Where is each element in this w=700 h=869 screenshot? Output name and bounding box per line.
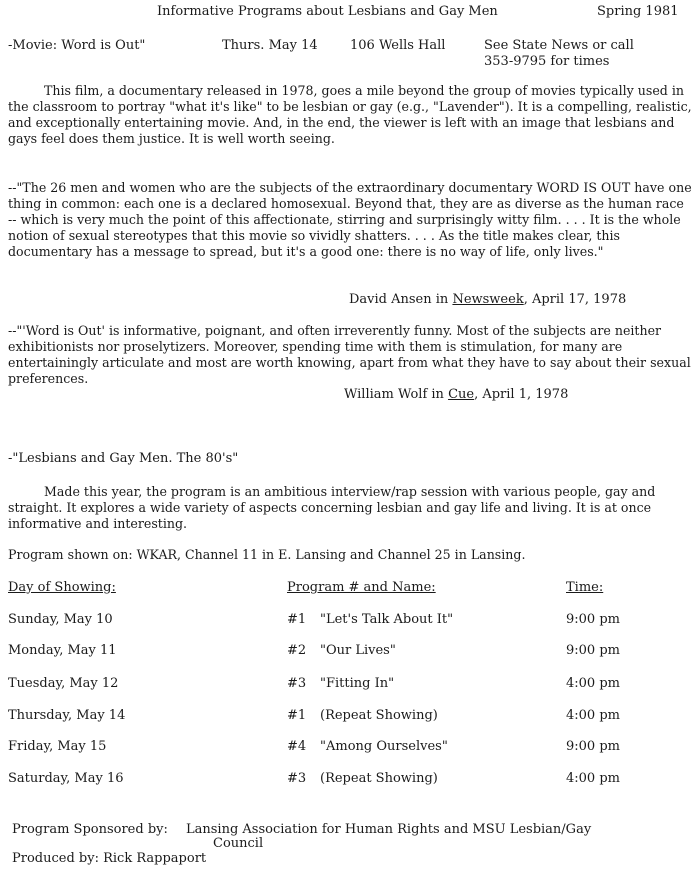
schedule-program-number: #4 bbox=[287, 739, 307, 754]
movie-place: 106 Wells Hall bbox=[350, 38, 446, 53]
schedule-program-number: #1 bbox=[287, 612, 307, 627]
cue-author: William Wolf in bbox=[344, 387, 444, 402]
newsweek-attribution bbox=[349, 292, 626, 307]
schedule-program-name: "Among Ourselves" bbox=[320, 739, 448, 754]
schedule-time: 9:00 pm bbox=[566, 739, 620, 754]
schedule-day: Tuesday, May 12 bbox=[8, 676, 119, 691]
schedule-program-number: #2 bbox=[287, 643, 307, 658]
schedule-row bbox=[0, 612, 700, 630]
schedule-day: Sunday, May 10 bbox=[8, 612, 113, 627]
schedule-row bbox=[0, 739, 700, 757]
newsweek-quote: --"The 26 men and women who are the subjects of the extraordinary documentary WORD IS OUT have one thing in common: each one is a declared homosexual. Beyond that, they are as diverse as the human race -- which is very much the point of this affectionate, stirring and surprisingly witty film. . . . It is the whole notion of sexual stereotypes that this movie so vividly shatters. . . . As the title makes clear, this documentary has a message to spread, but it's a good one: there is no way of life, only lives." bbox=[8, 180, 692, 259]
program-shown-on: Program shown on: WKAR, Channel 11 in E. Lansing and Channel 25 in Lansing. bbox=[8, 547, 526, 562]
schedule-row bbox=[0, 708, 700, 726]
schedule-day: Thursday, May 14 bbox=[8, 708, 126, 723]
cue-attribution bbox=[344, 387, 568, 402]
schedule-program-number: #3 bbox=[287, 771, 307, 786]
document-season: Spring 1981 bbox=[597, 4, 679, 19]
movie-info-line1: See State News or call bbox=[484, 38, 634, 53]
schedule-time: 4:00 pm bbox=[566, 708, 620, 723]
schedule-day: Saturday, May 16 bbox=[8, 771, 124, 786]
sponsor-line2: Council bbox=[213, 836, 264, 851]
cue-date: , April 1, 1978 bbox=[474, 387, 569, 402]
movie-description: This film, a documentary released in 1978, goes a mile beyond the group of movies typically used in the classroom to portray "what it's like" to be lesbian or gay (e.g., "Lavender"). It is a compelling, realistic, and exceptionally entertaining movie. And, in the end, the viewer is left with an image that lesbians and gays feel does them justice. It is well worth seeing. bbox=[8, 83, 692, 146]
document-title: Informative Programs about Lesbians and Gay Men bbox=[157, 4, 498, 19]
producer-credit: Produced by: Rick Rappaport bbox=[12, 851, 207, 866]
sponsor-label: Program Sponsored by: bbox=[12, 822, 168, 837]
program-description: Made this year, the program is an ambitious interview/rap session with various people, gay and straight. It explores a wide variety of aspects concerning lesbian and gay life and living. It is at once informative and interesting. bbox=[8, 484, 656, 531]
schedule-day: Friday, May 15 bbox=[8, 739, 107, 754]
sponsor-line1: Lansing Association for Human Rights and MSU Lesbian/Gay bbox=[186, 822, 592, 837]
newsweek-date: , April 17, 1978 bbox=[523, 292, 627, 307]
cue-source: Cue bbox=[448, 387, 475, 402]
movie-date: Thurs. May 14 bbox=[222, 38, 318, 53]
movie-heading: -Movie: Word is Out" bbox=[8, 38, 146, 53]
movie-info-line2: 353-9795 for times bbox=[484, 54, 610, 69]
schedule-program-number: #1 bbox=[287, 708, 307, 723]
schedule-time: 4:00 pm bbox=[566, 676, 620, 691]
schedule-program-name: "Our Lives" bbox=[320, 643, 396, 658]
schedule-program-name: "Let's Talk About It" bbox=[320, 612, 454, 627]
schedule-time: 9:00 pm bbox=[566, 612, 620, 627]
schedule-row bbox=[0, 676, 700, 694]
schedule-program-name: (Repeat Showing) bbox=[320, 771, 438, 786]
schedule-header-day: Day of Showing: bbox=[8, 580, 116, 595]
schedule-program-number: #3 bbox=[287, 676, 307, 691]
newsweek-author: David Ansen in bbox=[349, 292, 449, 307]
schedule-time: 4:00 pm bbox=[566, 771, 620, 786]
schedule-row bbox=[0, 643, 700, 661]
schedule-header-program: Program # and Name: bbox=[287, 580, 436, 595]
schedule-row bbox=[0, 771, 700, 789]
cue-quote: --"'Word is Out' is informative, poignant, and often irreverently funny. Most of the subjects are neither exhibitionists nor proselytizers. Moreover, spending time with them is stimulation, for many are entertainingly articulate and most are worth knowing, apart from what they have to say about their sexual preferences. bbox=[8, 323, 691, 386]
schedule-header-time: Time: bbox=[566, 580, 604, 595]
schedule-time: 9:00 pm bbox=[566, 643, 620, 658]
schedule-program-name: "Fitting In" bbox=[320, 676, 395, 691]
program-heading: -"Lesbians and Gay Men. The 80's" bbox=[8, 451, 239, 466]
schedule-day: Monday, May 11 bbox=[8, 643, 117, 658]
schedule-program-name: (Repeat Showing) bbox=[320, 708, 438, 723]
newsweek-source: Newsweek bbox=[452, 292, 524, 307]
